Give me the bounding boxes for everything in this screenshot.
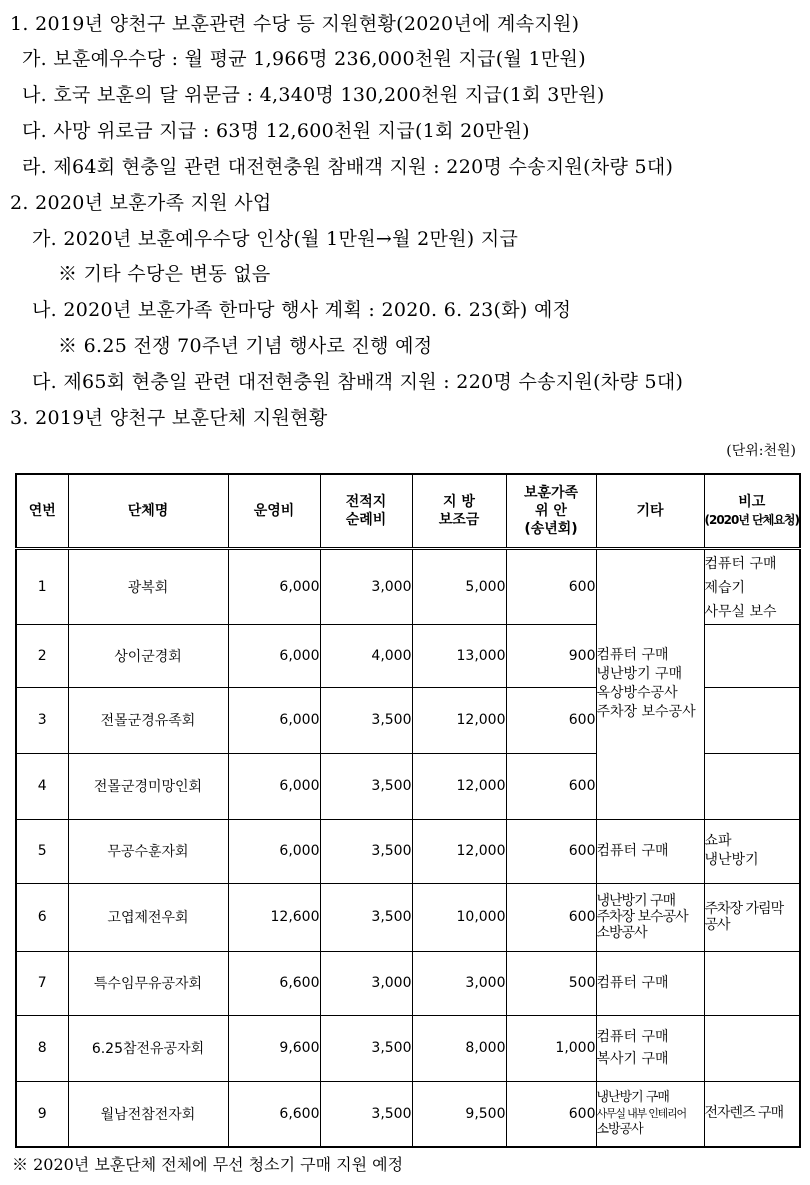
section-2-heading: 2. 2020년 보훈가족 지원 사업: [10, 192, 272, 214]
cell-family: 600: [506, 819, 596, 883]
etc-line: 소방공사: [596, 1121, 643, 1137]
etc-line: 복사기 구매: [596, 1051, 669, 1067]
cell-family: 500: [506, 951, 596, 1015]
cell-note: [704, 951, 800, 1015]
cell-battle: 4,000: [320, 624, 412, 687]
cell-note: [704, 819, 800, 883]
section-2-item-a: 가. 2020년 보훈예우수당 인상(월 1만원→월 2만원) 지급: [32, 228, 519, 250]
cell-family: 600: [506, 753, 596, 819]
cell-name: 상이군경회: [68, 624, 228, 687]
cell-family: 900: [506, 624, 596, 687]
cell-ops: 6,000: [228, 753, 320, 819]
cell-name: 무공수훈자회: [68, 819, 228, 883]
cell-battle: 3,000: [320, 951, 412, 1015]
etc-line: 컴퓨터 구매: [596, 1029, 669, 1045]
cell-family: 600: [506, 687, 596, 753]
cell-battle: 3,500: [320, 883, 412, 951]
section-2-item-c: 다. 제65회 현충일 관련 대전현충원 참배객 지원 : 220명 수송지원(차량 5대): [32, 371, 684, 393]
section-2-item-b: 나. 2020년 보훈가족 한마당 행사 계획 : 2020. 6. 23(화) 예정: [32, 299, 572, 321]
cell-battle: 3,500: [320, 1015, 412, 1081]
etc-line: 주차장 보수공사: [596, 704, 696, 720]
cell-local: 10,000: [412, 883, 506, 951]
cell-etc: [596, 1015, 704, 1081]
table-row: [16, 1015, 800, 1081]
cell-battle: 3,500: [320, 819, 412, 883]
section-3-heading: 3. 2019년 양천구 보훈단체 지원현황: [10, 407, 328, 429]
etc-line: 냉난방기 구매: [596, 893, 676, 909]
cell-ops: 6,600: [228, 1081, 320, 1147]
cell-local: 8,000: [412, 1015, 506, 1081]
header-family-line3: (송년회): [524, 520, 578, 537]
section-1-item-a: 가. 보훈예우수당 : 월 평균 1,966명 236,000천원 지급(월 1만원): [22, 48, 586, 70]
cell-ops: 9,600: [228, 1015, 320, 1081]
cell-local: 5,000: [412, 548, 506, 624]
cell-etc: [596, 951, 704, 1015]
cell-name: 고엽제전우회: [68, 883, 228, 951]
etc-line: 냉난방기 구매: [596, 666, 683, 682]
etc-line: 소방공사: [596, 925, 647, 941]
cell-etc: [596, 883, 704, 951]
cell-ops: 6,600: [228, 951, 320, 1015]
cell-note: [704, 687, 800, 753]
cell-etc-group: [596, 548, 704, 819]
cell-no: 2: [16, 624, 68, 687]
cell-ops: 12,600: [228, 883, 320, 951]
header-local-line2: 보조금: [438, 511, 480, 528]
cell-note: [704, 1081, 800, 1147]
note-line: 컴퓨터 구매: [704, 555, 777, 572]
cell-ops: 6,000: [228, 687, 320, 753]
cell-battle: 3,500: [320, 1081, 412, 1147]
header-family: [506, 474, 596, 548]
cell-note: [704, 753, 800, 819]
header-ops: 운영비: [228, 474, 320, 548]
header-etc: 기타: [596, 474, 704, 548]
etc-line: 컴퓨터 구매: [596, 842, 669, 859]
section-1-item-b: 나. 호국 보훈의 달 위문금 : 4,340명 130,200천원 지급(1회 3만원): [22, 84, 605, 106]
header-no: 연번: [16, 474, 68, 548]
table-row: [16, 951, 800, 1015]
etc-line: 냉난방기 구매: [596, 1089, 669, 1105]
cell-name: 광복회: [68, 548, 228, 624]
header-battle: [320, 474, 412, 548]
etc-line: 컴퓨터 구매: [596, 647, 669, 663]
cell-name: 전몰군경유족회: [68, 687, 228, 753]
table-row: [16, 1081, 800, 1147]
cell-local: 9,500: [412, 1081, 506, 1147]
header-battle-line2: 순례비: [345, 511, 387, 528]
cell-ops: 6,000: [228, 819, 320, 883]
cell-local: 3,000: [412, 951, 506, 1015]
cell-local: 12,000: [412, 819, 506, 883]
cell-etc: [596, 819, 704, 883]
note-line: 주차장 가림막: [704, 901, 784, 917]
note-line: 사무실 보수: [704, 603, 777, 620]
header-family-line2: 위 안: [535, 502, 567, 519]
cell-local: 12,000: [412, 687, 506, 753]
table-row: [16, 548, 800, 624]
header-note-line2: (2020년 단체요청): [704, 512, 800, 527]
etc-line: 컴퓨터 구매: [596, 974, 669, 991]
cell-no: 6: [16, 883, 68, 951]
cell-family: 600: [506, 883, 596, 951]
cell-note: [704, 883, 800, 951]
cell-ops: 6,000: [228, 624, 320, 687]
cell-battle: 3,500: [320, 753, 412, 819]
cell-name: 전몰군경미망인회: [68, 753, 228, 819]
etc-line: 사무실 내부 인테리어: [596, 1106, 686, 1120]
header-name: 단체명: [68, 474, 228, 548]
cell-no: 5: [16, 819, 68, 883]
section-2-note-a: ※ 기타 수당은 변동 없음: [58, 263, 271, 285]
cell-local: 12,000: [412, 753, 506, 819]
cell-name: 특수임무유공자회: [68, 951, 228, 1015]
etc-line: 주차장 보수공사: [596, 909, 688, 925]
cell-family: 600: [506, 548, 596, 624]
cell-local: 13,000: [412, 624, 506, 687]
header-note: [704, 474, 800, 548]
cell-no: 4: [16, 753, 68, 819]
note-line: 쇼파: [704, 833, 732, 849]
section-2-note-b: ※ 6.25 전쟁 70주년 기념 행사로 진행 예정: [58, 335, 433, 357]
support-table: [15, 473, 801, 1148]
note-line: 전자렌즈 구매: [704, 1105, 784, 1122]
header-family-line1: 보훈가족: [523, 484, 579, 501]
etc-line: 옥상방수공사: [596, 685, 678, 701]
cell-name: 6.25참전유공자회: [68, 1015, 228, 1081]
cell-battle: 3,000: [320, 548, 412, 624]
cell-no: 3: [16, 687, 68, 753]
cell-no: 1: [16, 548, 68, 624]
cell-name: 월남전참전자회: [68, 1081, 228, 1147]
header-battle-line1: 전적지: [345, 493, 387, 510]
cell-note: [704, 548, 800, 624]
footnote: ※ 2020년 보훈단체 전체에 무선 청소기 구매 지원 예정: [12, 1155, 404, 1174]
note-line: 제습기: [704, 579, 746, 596]
header-local: [412, 474, 506, 548]
cell-note: [704, 624, 800, 687]
cell-etc: [596, 1081, 704, 1147]
cell-no: 7: [16, 951, 68, 1015]
section-1-item-c: 다. 사망 위로금 지급 : 63명 12,600천원 지급(1회 20만원): [22, 120, 530, 142]
cell-no: 8: [16, 1015, 68, 1081]
cell-note: [704, 1015, 800, 1081]
header-local-line1: 지 방: [443, 493, 475, 510]
section-1-item-d: 라. 제64회 현충일 관련 대전현충원 참배객 지원 : 220명 수송지원(차량 5대): [22, 156, 674, 178]
unit-label: (단위:천원): [726, 443, 796, 459]
table-row: [16, 883, 800, 951]
cell-no: 9: [16, 1081, 68, 1147]
cell-battle: 3,500: [320, 687, 412, 753]
cell-ops: 6,000: [228, 548, 320, 624]
cell-family: 600: [506, 1081, 596, 1147]
header-note-line1: 비고: [738, 493, 766, 510]
cell-family: 1,000: [506, 1015, 596, 1081]
section-1-heading: 1. 2019년 양천구 보훈관련 수당 등 지원현황(2020년에 계속지원): [10, 13, 580, 35]
table-row: [16, 819, 800, 883]
note-line: 공사: [704, 917, 730, 933]
note-line: 냉난방기: [704, 852, 759, 868]
